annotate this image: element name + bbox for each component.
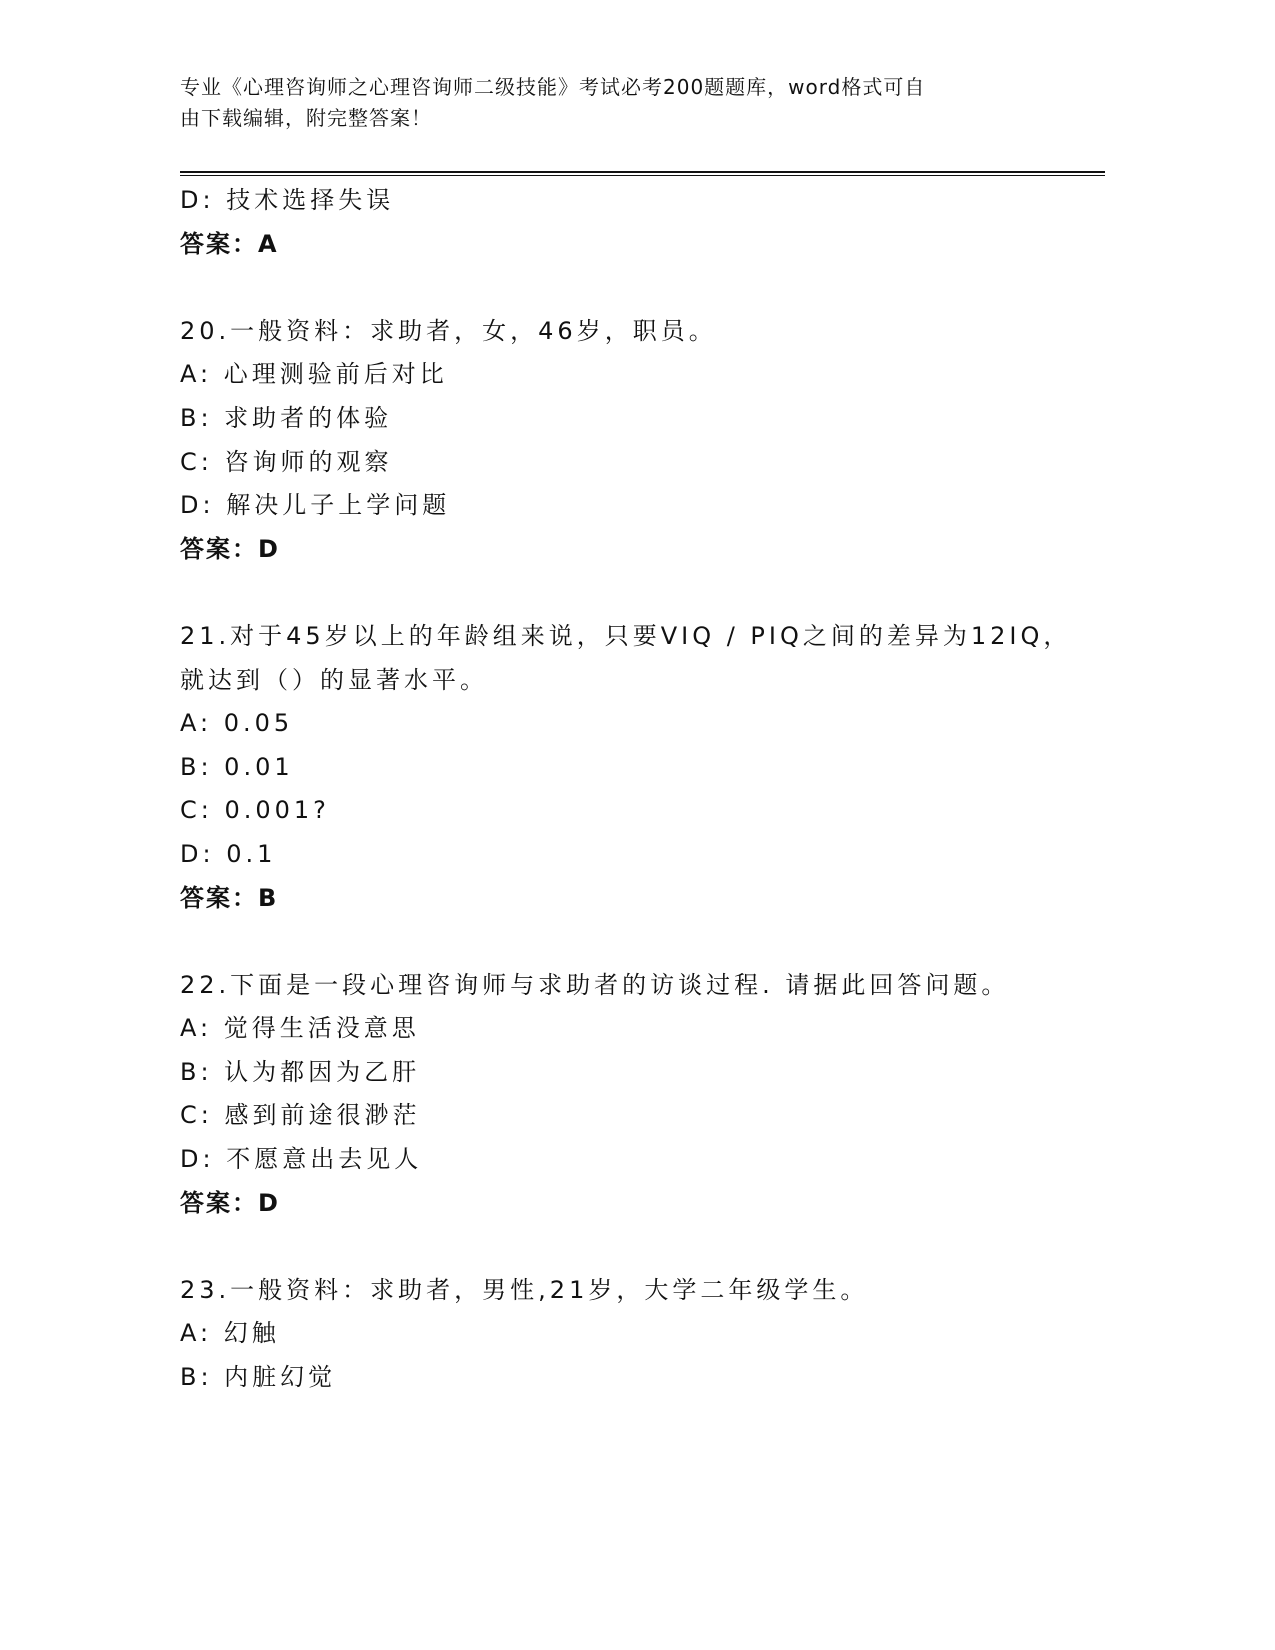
question-stem: 21.对于45岁以上的年龄组来说，只要VIQ / PIQ之间的差异为12IQ， bbox=[180, 621, 1072, 650]
answer-option: B: 内脏幻觉 bbox=[180, 1363, 337, 1392]
answer-key: 答案：D bbox=[180, 1188, 280, 1217]
answer-key: 答案：A bbox=[180, 229, 279, 258]
answer-option: A: 0.05 bbox=[180, 709, 294, 738]
answer-key: 答案：B bbox=[180, 883, 279, 912]
header-line: 专业《心理咨询师之心理咨询师二级技能》考试必考200题题库，word格式可自 bbox=[180, 75, 926, 99]
answer-option: B: 0.01 bbox=[180, 752, 294, 781]
answer-option: D: 0.1 bbox=[180, 839, 277, 868]
answer-option: C: 感到前途很渺茫 bbox=[180, 1101, 421, 1130]
answer-option: A: 觉得生活没意思 bbox=[180, 1014, 420, 1043]
question-block bbox=[180, 964, 1080, 1226]
answer-option: A: 心理测验前后对比 bbox=[180, 360, 448, 389]
question-block bbox=[180, 1269, 1080, 1400]
question-stem: 20.一般资料：求助者，女，46岁，职员。 bbox=[180, 316, 717, 345]
answer-option: B: 求助者的体验 bbox=[180, 403, 393, 432]
question-stem: 23.一般资料：求助者，男性,21岁，大学二年级学生。 bbox=[180, 1275, 869, 1304]
question-stem: 22.下面是一段心理咨询师与求助者的访谈过程. 请据此回答问题。 bbox=[180, 970, 1010, 999]
question-stem: 就达到（）的显著水平。 bbox=[180, 665, 488, 694]
answer-option: C: 咨询师的观察 bbox=[180, 447, 393, 476]
header-line: 由下载编辑，附完整答案！ bbox=[180, 106, 432, 130]
header-divider bbox=[180, 171, 1105, 173]
answer-option: D: 解决儿子上学问题 bbox=[180, 491, 451, 520]
answer-option: A: 幻触 bbox=[180, 1319, 280, 1348]
header-divider bbox=[180, 175, 1105, 176]
question-block bbox=[180, 615, 1080, 920]
question-block bbox=[180, 310, 1080, 572]
answer-option: B: 认为都因为乙肝 bbox=[180, 1057, 421, 1086]
answer-option: D: 技术选择失误 bbox=[180, 186, 395, 214]
document-header bbox=[180, 72, 1040, 134]
answer-option: D: 不愿意出去见人 bbox=[180, 1145, 423, 1174]
question-block bbox=[180, 179, 1080, 266]
question-list bbox=[180, 179, 1080, 1443]
answer-key: 答案：D bbox=[180, 534, 280, 563]
answer-option: C: 0.001? bbox=[180, 796, 330, 825]
